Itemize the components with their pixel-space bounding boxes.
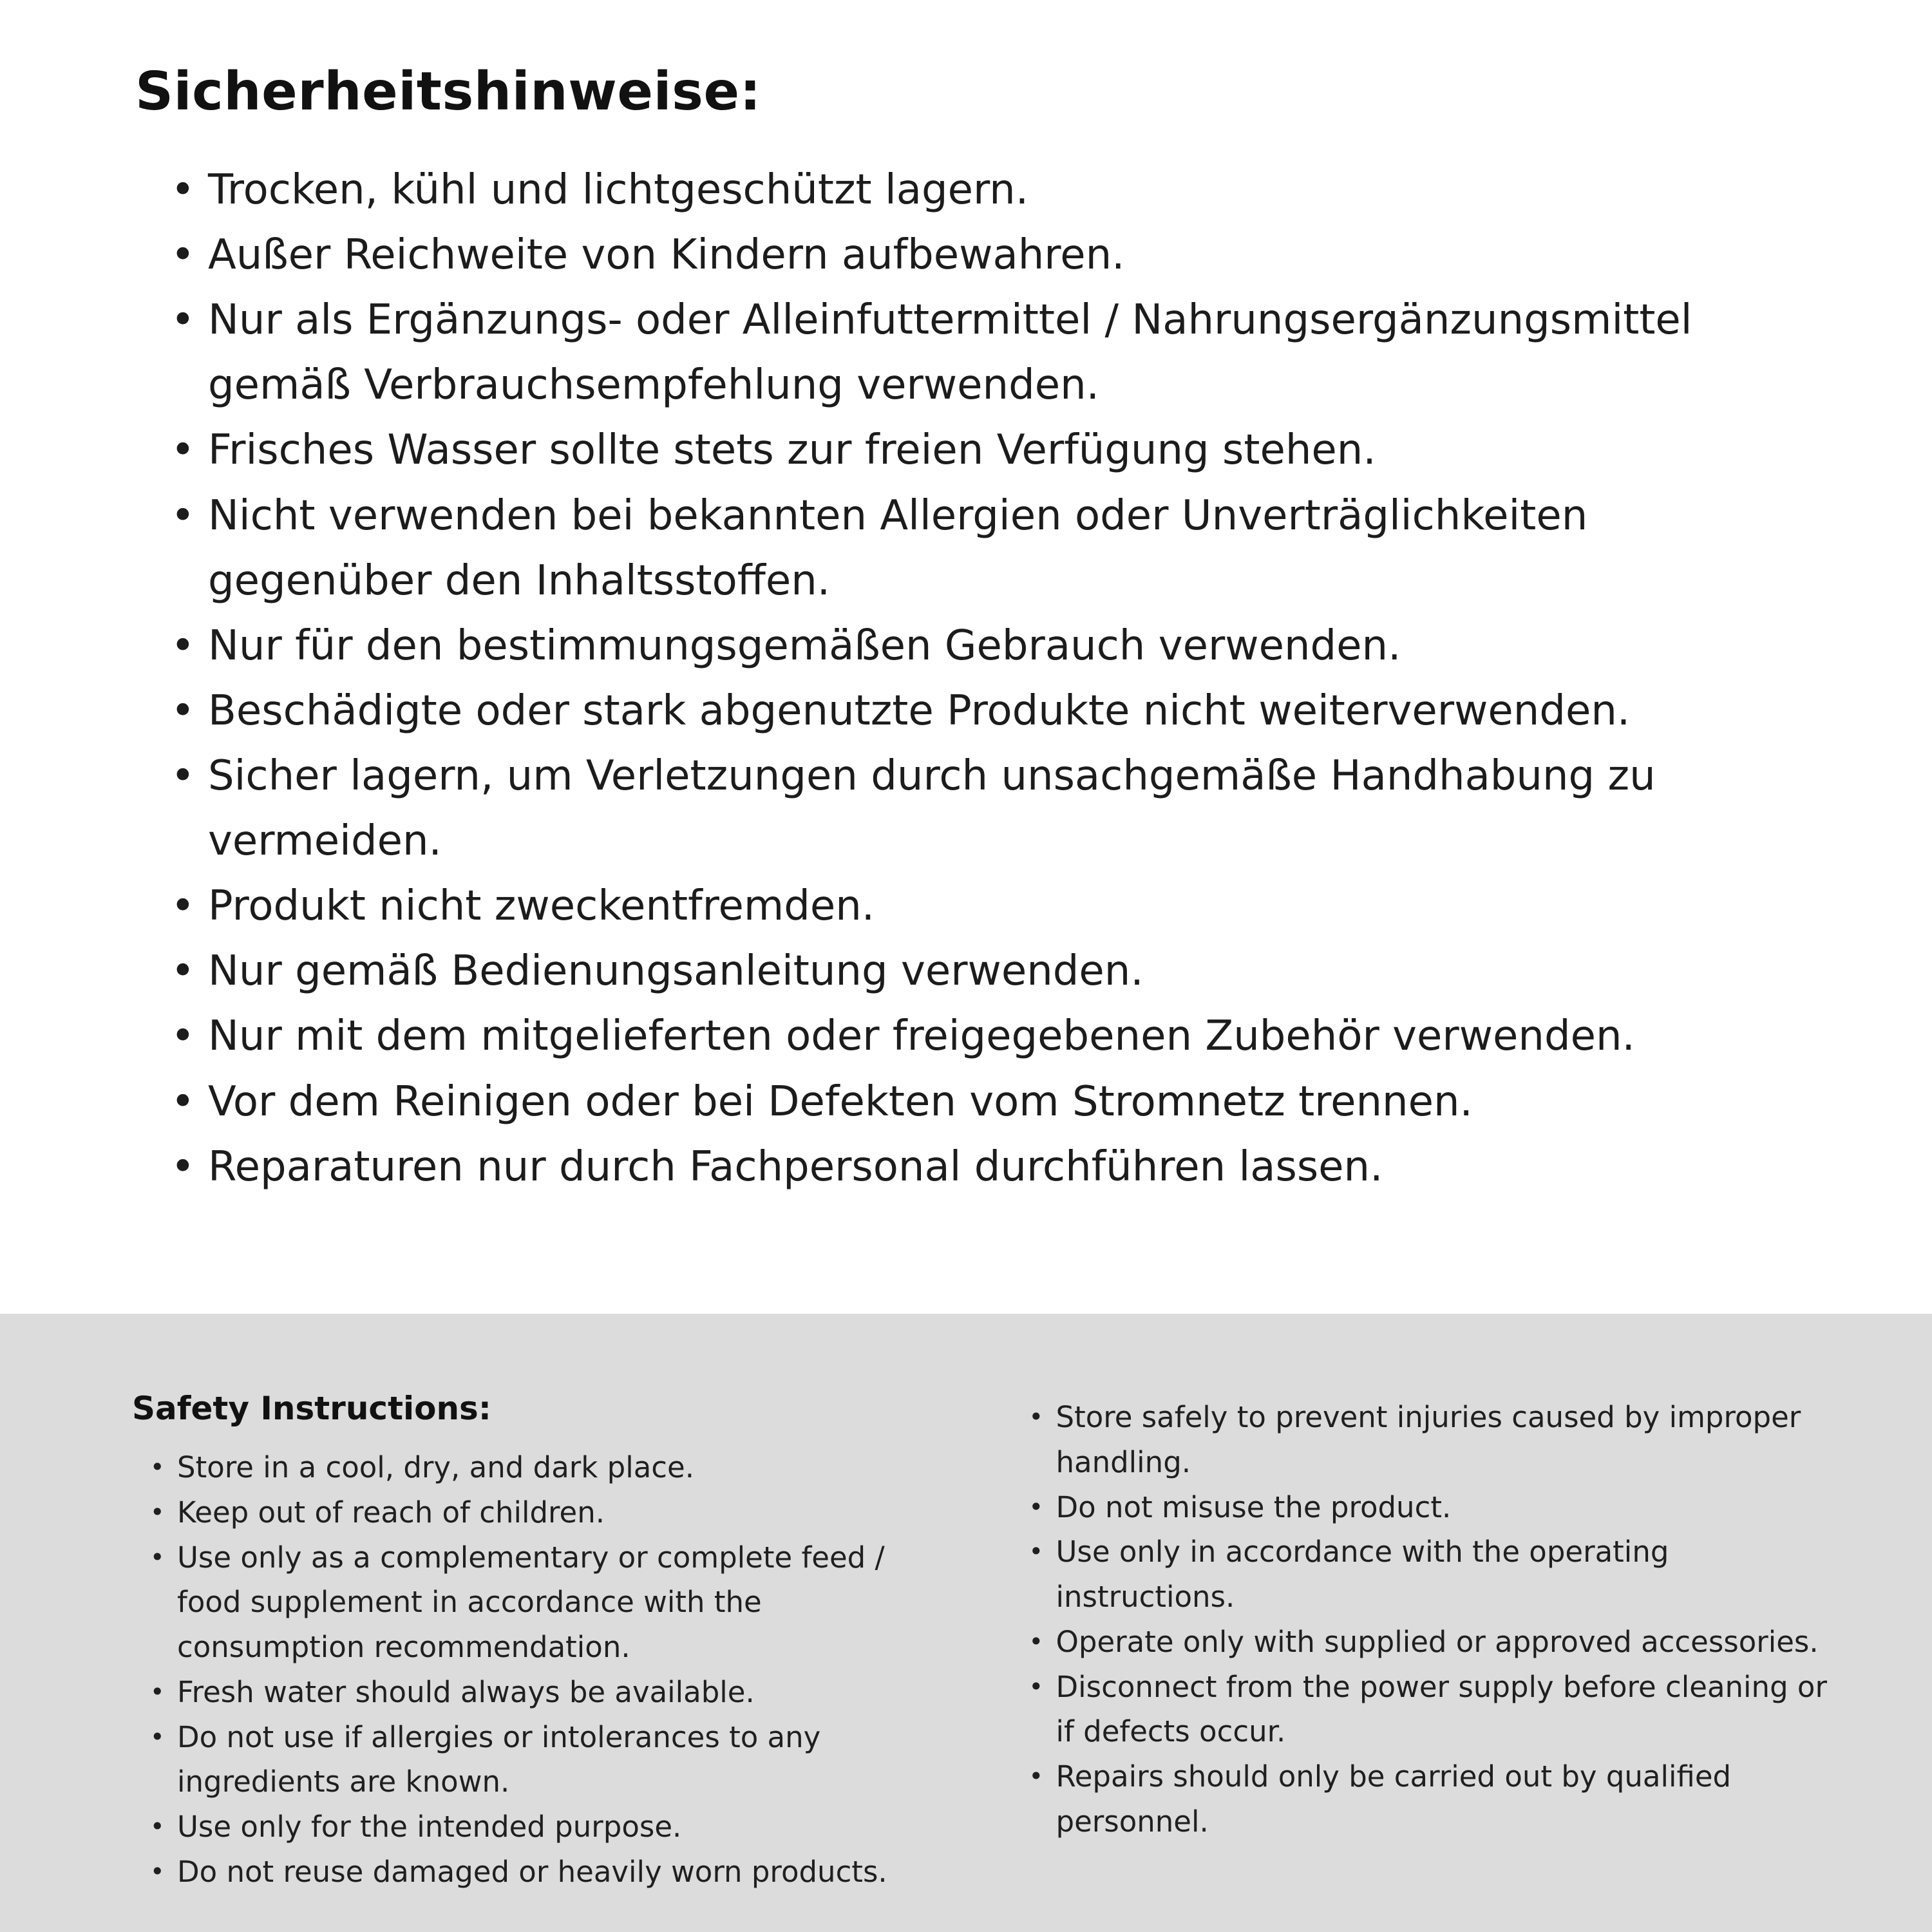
english-bullet-list-right [1029,1395,1849,1844]
list-item: • Do not reuse damaged or heavily worn products. [150,1850,952,1895]
list-item: • Disconnect from the power supply before cleaning or if defects occur. [1029,1665,1849,1755]
list-item: • Do not misuse the product. [1029,1485,1849,1530]
list-item: • Operate only with supplied or approved accessories. [1029,1620,1849,1665]
german-section-title: Sicherheitshinweise: [135,61,761,122]
list-item: • Store safely to prevent injuries caused by improper handling. [1029,1395,1849,1485]
list-item: • Frisches Wasser sollte stets zur freien Verfügung stehen. [171,418,1816,483]
list-item: • Nur als Ergänzungs- oder Alleinfuttermittel / Nahrungsergänzungsmittel gemäß Verbrauchsempfehlung verwenden. [171,288,1816,418]
list-item: • Use only in accordance with the operating instructions. [1029,1530,1849,1620]
list-item: • Use only for the intended purpose. [150,1804,952,1850]
list-item: • Do not use if allergies or intolerances to any ingredients are known. [150,1715,952,1805]
list-item: • Use only as a complementary or complete feed / food supplement in accordance with the consumption recommendation. [150,1535,952,1670]
list-item: • Repairs should only be carried out by qualified personnel. [1029,1754,1849,1844]
english-section-title: Safety Instructions: [132,1390,491,1427]
english-right-column [1029,1390,1849,1932]
list-item: • Store in a cool, dry, and dark place. [150,1445,952,1490]
list-item: • Nur gemäß Bedienungsanleitung verwenden. [171,939,1816,1004]
list-item: • Vor dem Reinigen oder bei Defekten vom Stromnetz trennen. [171,1070,1816,1135]
list-item: • Nur mit dem mitgelieferten oder freigegebenen Zubehör verwenden. [171,1004,1816,1069]
list-item: • Reparaturen nur durch Fachpersonal durchführen lassen. [171,1135,1816,1200]
list-item: • Keep out of reach of children. [150,1490,952,1535]
list-item: • Sicher lagern, um Verletzungen durch unsachgemäße Handhabung zu vermeiden. [171,744,1816,874]
list-item: • Trocken, kühl und lichtgeschützt lagern. [171,158,1816,223]
german-bullet-list [135,158,1816,1200]
list-item: • Nur für den bestimmungsgemäßen Gebrauch verwenden. [171,614,1816,679]
english-bullet-list-left [132,1445,952,1895]
list-item: • Produkt nicht zweckentfremden. [171,874,1816,939]
list-item: • Nicht verwenden bei bekannten Allergien oder Unverträglichkeiten gegenüber den Inhaltsstoffen. [171,484,1816,614]
list-item: • Fresh water should always be available. [150,1670,952,1715]
list-item: • Beschädigte oder stark abgenutzte Produkte nicht weiterverwenden. [171,679,1816,744]
english-section [0,1314,1932,1932]
english-left-column [132,1390,952,1932]
list-item: • Außer Reichweite von Kindern aufbewahren. [171,223,1816,288]
